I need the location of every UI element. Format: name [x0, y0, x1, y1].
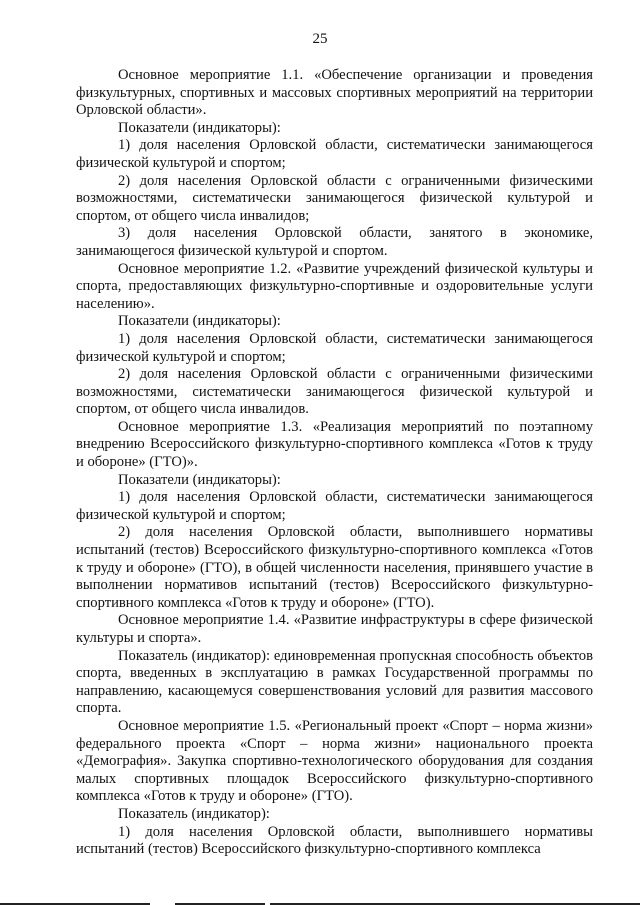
- paragraph-indicator: 1) доля населения Орловской области, систематически занимающегося физической культурой и спортом;: [76, 137, 593, 171]
- paragraph-indicator: 1) доля населения Орловской области, выполнившего нормативы испытаний (тестов) Всероссийского физкультурно-спортивного комплекса: [76, 823, 593, 858]
- paragraph-indicator: 2) доля населения Орловской области, выполнившего нормативы испытаний (тестов) Всероссийского физкультурно-спортивного комплекса «Готов к труду и обороне» (ГТО), в общей численности населения, принявшего участие в выполнении нормативов испытаний (тестов) Всероссийского физкультурно-спортивного комплекса «Готов к труду и обороне» (ГТО).: [76, 524, 593, 611]
- scan-edge-line: [0, 901, 640, 905]
- paragraph-indicator: 1) доля населения Орловской области, систематически занимающегося физической культурой и спортом;: [76, 489, 593, 523]
- paragraph-indicator-heading: Показатель (индикатор):: [118, 805, 270, 822]
- paragraph-indicators-heading: Показатели (индикаторы):: [118, 119, 281, 136]
- paragraph-activity-1-5: Основное мероприятие 1.5. «Региональный проект «Спорт – норма жизни» федерального проекта «Спорт – норма жизни» национального проекта «Демография». Закупка спортивно-технологического оборудования для создания малых спортивных площадок Всероссийского физкультурно-спортивного комплекса «Готов к труду и обороне» (ГТО).: [76, 717, 593, 805]
- page-number: 25: [312, 31, 328, 47]
- paragraph-indicator: 3) доля населения Орловской области, занятого в экономике, занимающегося физической культурой и спортом.: [76, 225, 593, 259]
- paragraph-activity-1-4: Основное мероприятие 1.4. «Развитие инфраструктуры в сфере физической культуры и спорта».: [76, 612, 593, 646]
- body-text: [76, 67, 593, 859]
- paragraph-activity-1-3: Основное мероприятие 1.3. «Реализация мероприятий по поэтапному внедрению Всероссийского физкультурно-спортивного комплекса «Готов к труду и обороне» (ГТО)».: [76, 418, 593, 471]
- paragraph-indicator: Показатель (индикатор): единовременная пропускная способность объектов спорта, введенных в эксплуатацию в рамках Государственной программы по направлению, касающемуся совершенствования условий для развития массового спорта.: [76, 647, 593, 717]
- paragraph-indicator: 2) доля населения Орловской области с ограниченными физическими возможностями, систематически занимающегося физической культурой и спортом, от общего числа инвалидов;: [76, 172, 593, 224]
- paragraph-indicators-heading: Показатели (индикаторы):: [118, 313, 281, 330]
- paragraph-indicator: 2) доля населения Орловской области с ограниченными физическими возможностями, систематически занимающегося физической культурой и спортом, от общего числа инвалидов.: [76, 366, 593, 418]
- paragraph-activity-1-1: Основное мероприятие 1.1. «Обеспечение организации и проведения физкультурных, спортивных и массовых спортивных мероприятий на территории Орловской области».: [76, 67, 593, 119]
- paragraph-indicator: 1) доля населения Орловской области, систематически занимающегося физической культурой и спортом;: [76, 330, 593, 365]
- paragraph-indicators-heading: Показатели (индикаторы):: [118, 471, 281, 488]
- paragraph-activity-1-2: Основное мероприятие 1.2. «Развитие учреждений физической культуры и спорта, предоставляющих физкультурно-спортивные и оздоровительные услуги населению».: [76, 260, 593, 312]
